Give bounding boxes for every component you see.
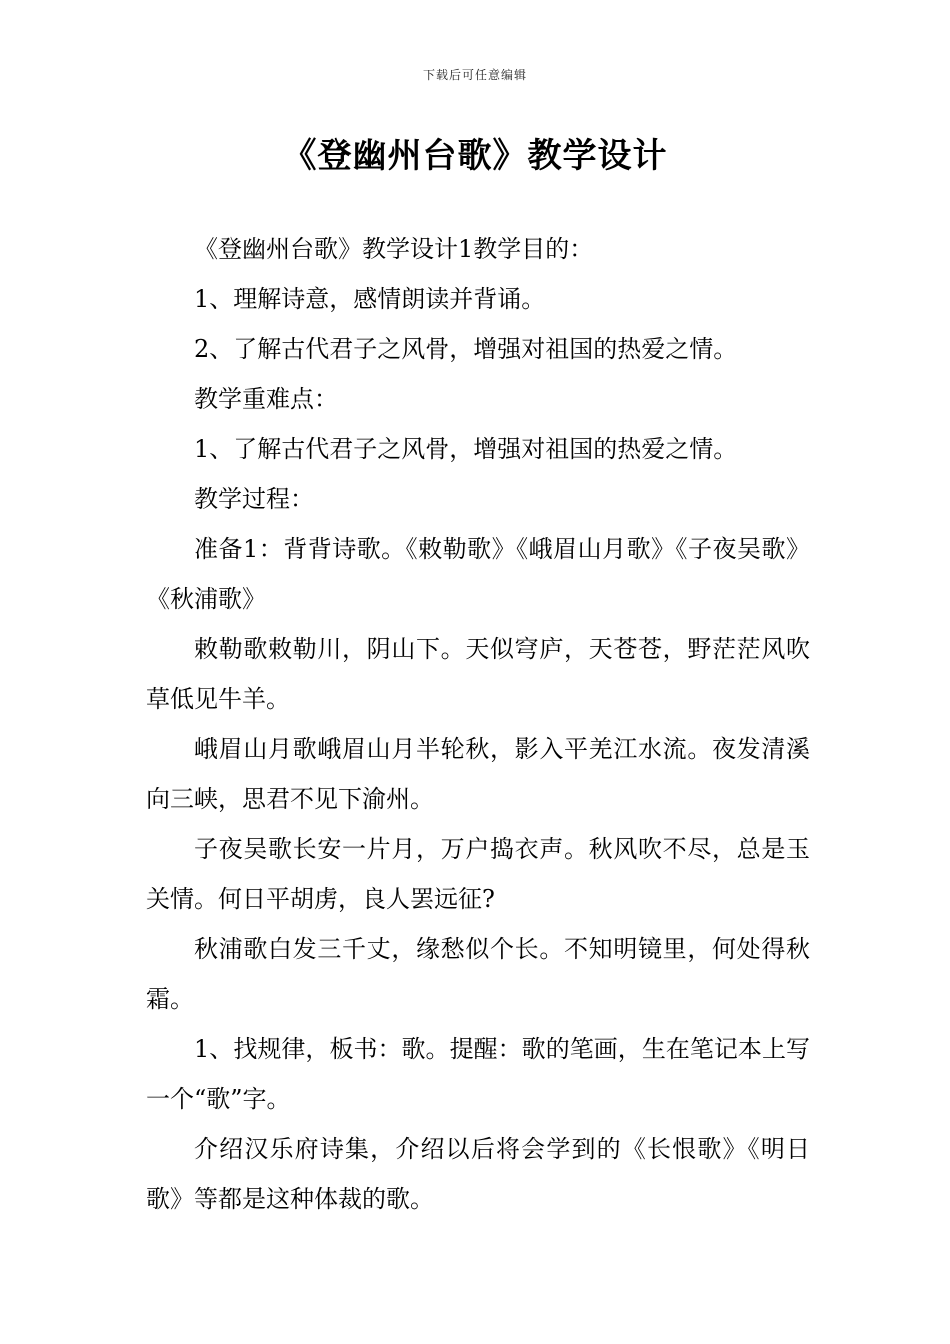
paragraph-step-1: 1、找规律，板书：歌。提醒：歌的笔画，生在笔记本上写一个“歌”字。	[146, 1035, 810, 1113]
paragraph-objective-2: 2、了解古代君子之风骨，增强对祖国的热爱之情。	[194, 335, 738, 363]
paragraph-introduction-yuefu: 介绍汉乐府诗集，介绍以后将会学到的《长恨歌》《明日歌》等都是这种体裁的歌。	[146, 1135, 810, 1213]
paragraph-objective-1: 1、理解诗意，感情朗读并背诵。	[194, 285, 546, 313]
document-title: 《登幽州台歌》教学设计	[282, 136, 668, 176]
header-note: 下载后可任意编辑	[422, 68, 527, 82]
paragraph-poem-ziye: 子夜吴歌长安一片月，万户捣衣声。秋风吹不尽，总是玉关情。何日平胡虏，良人罢远征?	[146, 835, 810, 913]
paragraph-key-points-heading: 教学重难点：	[194, 385, 338, 413]
paragraph-preparation: 准备1：背背诗歌。《敕勒歌》《峨眉山月歌》《子夜吴歌》《秋浦歌》	[146, 535, 810, 613]
document-body	[146, 224, 810, 1224]
paragraph-poem-chile: 敕勒歌敕勒川，阴山下。天似穹庐，天苍苍，野茫茫风吹草低见牛羊。	[146, 635, 810, 713]
paragraph-intro: 《登幽州台歌》教学设计1教学目的：	[194, 235, 594, 263]
paragraph-poem-emei: 峨眉山月歌峨眉山月半轮秋，影入平羌江水流。夜发清溪向三峡，思君不见下渝州。	[146, 735, 810, 813]
paragraph-process-heading: 教学过程：	[194, 485, 314, 513]
paragraph-key-point-1: 1、了解古代君子之风骨，增强对祖国的热爱之情。	[194, 435, 738, 463]
paragraph-poem-qiupu: 秋浦歌白发三千丈，缘愁似个长。不知明镜里，何处得秋霜。	[146, 935, 810, 1013]
